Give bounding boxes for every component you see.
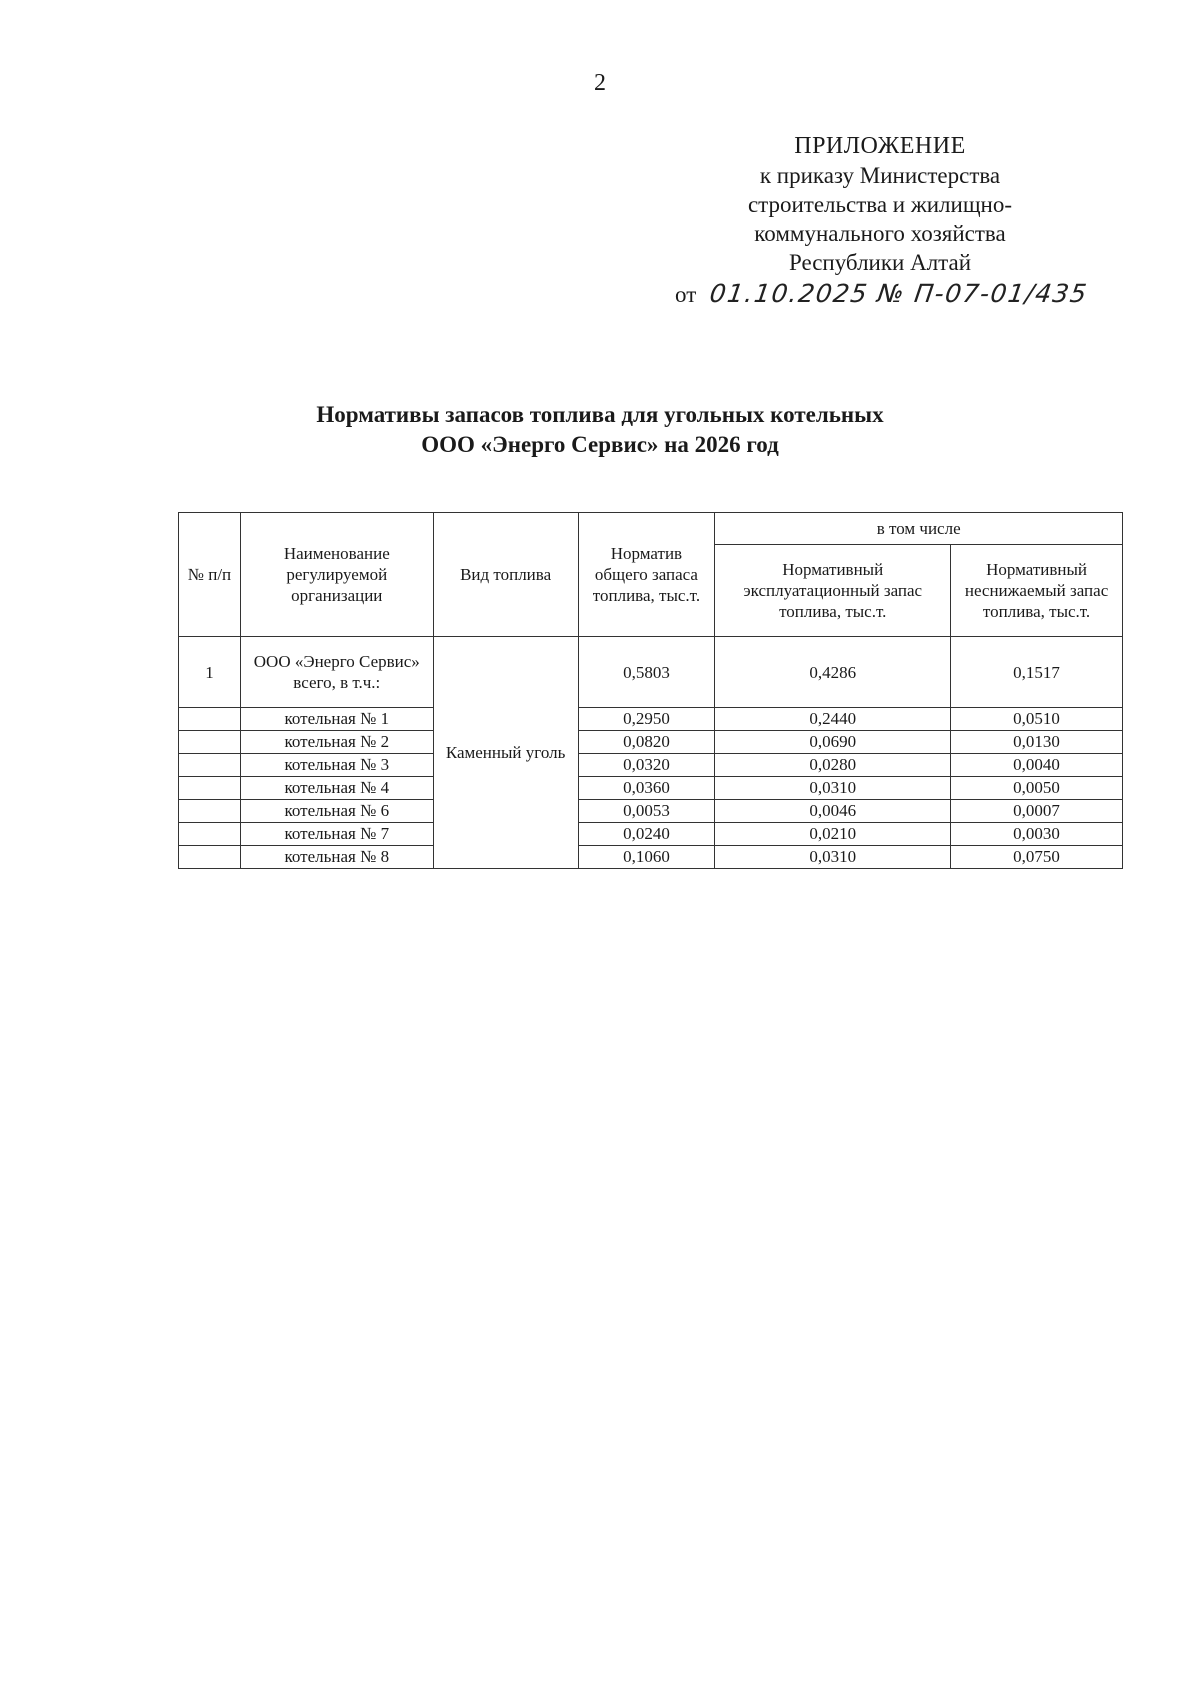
cell-num [179, 708, 241, 731]
appendix-line: Республики Алтай [788, 250, 972, 275]
cell-irreducible: 0,0750 [951, 846, 1123, 869]
cell-num [179, 800, 241, 823]
cell-operational: 0,0310 [715, 846, 951, 869]
cell-total: 0,1060 [578, 846, 715, 869]
cell-operational: 0,4286 [715, 637, 951, 708]
cell-operational: 0,0210 [715, 823, 951, 846]
cell-name: котельная № 3 [240, 754, 433, 777]
cell-irreducible: 0,0007 [951, 800, 1123, 823]
title-line-1: Нормативы запасов топлива для угольных котельных [316, 402, 884, 427]
cell-operational: 0,0690 [715, 731, 951, 754]
table-row [179, 800, 1123, 823]
table-row [179, 823, 1123, 846]
cell-operational: 0,0046 [715, 800, 951, 823]
appendix-heading: ПРИЛОЖЕНИЕ [794, 133, 966, 159]
header-num: № п/п [179, 513, 241, 637]
cell-total: 0,2950 [578, 708, 715, 731]
appendix-line: строительства и жилищно- [747, 192, 1013, 217]
table-row [179, 777, 1123, 800]
table-row [179, 708, 1123, 731]
page-number: 2 [594, 70, 606, 96]
cell-org: ООО «Энерго Сервис» всего, в т.ч.: [240, 637, 433, 708]
header-including: в том числе [715, 513, 1123, 545]
order-date-number [675, 279, 1160, 309]
from-label: от [675, 282, 697, 307]
table-row [179, 754, 1123, 777]
cell-irreducible: 0,0510 [951, 708, 1123, 731]
header-irreducible: Нормативный неснижаемый запас топлива, тыс.т. [951, 545, 1123, 637]
table-row [179, 637, 1123, 708]
appendix-block [675, 132, 1160, 309]
header-fuel: Вид топлива [433, 513, 578, 637]
appendix-line: коммунального хозяйства [754, 221, 1006, 246]
header-operational: Нормативный эксплуатационный запас топлива, тыс.т. [715, 545, 951, 637]
cell-name: котельная № 8 [240, 846, 433, 869]
cell-num [179, 846, 241, 869]
cell-name: котельная № 1 [240, 708, 433, 731]
document-title [0, 400, 1200, 460]
cell-operational: 0,0310 [715, 777, 951, 800]
cell-operational: 0,0280 [715, 754, 951, 777]
cell-num: 1 [179, 637, 241, 708]
cell-total: 0,0320 [578, 754, 715, 777]
cell-num [179, 731, 241, 754]
table-row [179, 731, 1123, 754]
cell-irreducible: 0,0050 [951, 777, 1123, 800]
cell-fuel-type: Каменный уголь [433, 637, 578, 869]
cell-total: 0,5803 [578, 637, 715, 708]
header-org: Наименование регулируемой организации [240, 513, 433, 637]
cell-total: 0,0240 [578, 823, 715, 846]
cell-total: 0,0360 [578, 777, 715, 800]
cell-irreducible: 0,1517 [951, 637, 1123, 708]
table-row [179, 846, 1123, 869]
fuel-norms-table [178, 512, 1123, 869]
cell-total: 0,0053 [578, 800, 715, 823]
cell-num [179, 777, 241, 800]
cell-irreducible: 0,0030 [951, 823, 1123, 846]
cell-total: 0,0820 [578, 731, 715, 754]
appendix-line: к приказу Министерства [759, 163, 1001, 188]
title-line-2: ООО «Энерго Сервис» на 2026 год [421, 432, 779, 457]
cell-name: котельная № 4 [240, 777, 433, 800]
header-total: Норматив общего запаса топлива, тыс.т. [578, 513, 715, 637]
cell-name: котельная № 6 [240, 800, 433, 823]
cell-num [179, 823, 241, 846]
cell-irreducible: 0,0040 [951, 754, 1123, 777]
cell-operational: 0,2440 [715, 708, 951, 731]
cell-irreducible: 0,0130 [951, 731, 1123, 754]
handwritten-date-number: 01.10.2025 № П-07-01/435 [708, 279, 1090, 308]
cell-num [179, 754, 241, 777]
cell-name: котельная № 7 [240, 823, 433, 846]
cell-name: котельная № 2 [240, 731, 433, 754]
